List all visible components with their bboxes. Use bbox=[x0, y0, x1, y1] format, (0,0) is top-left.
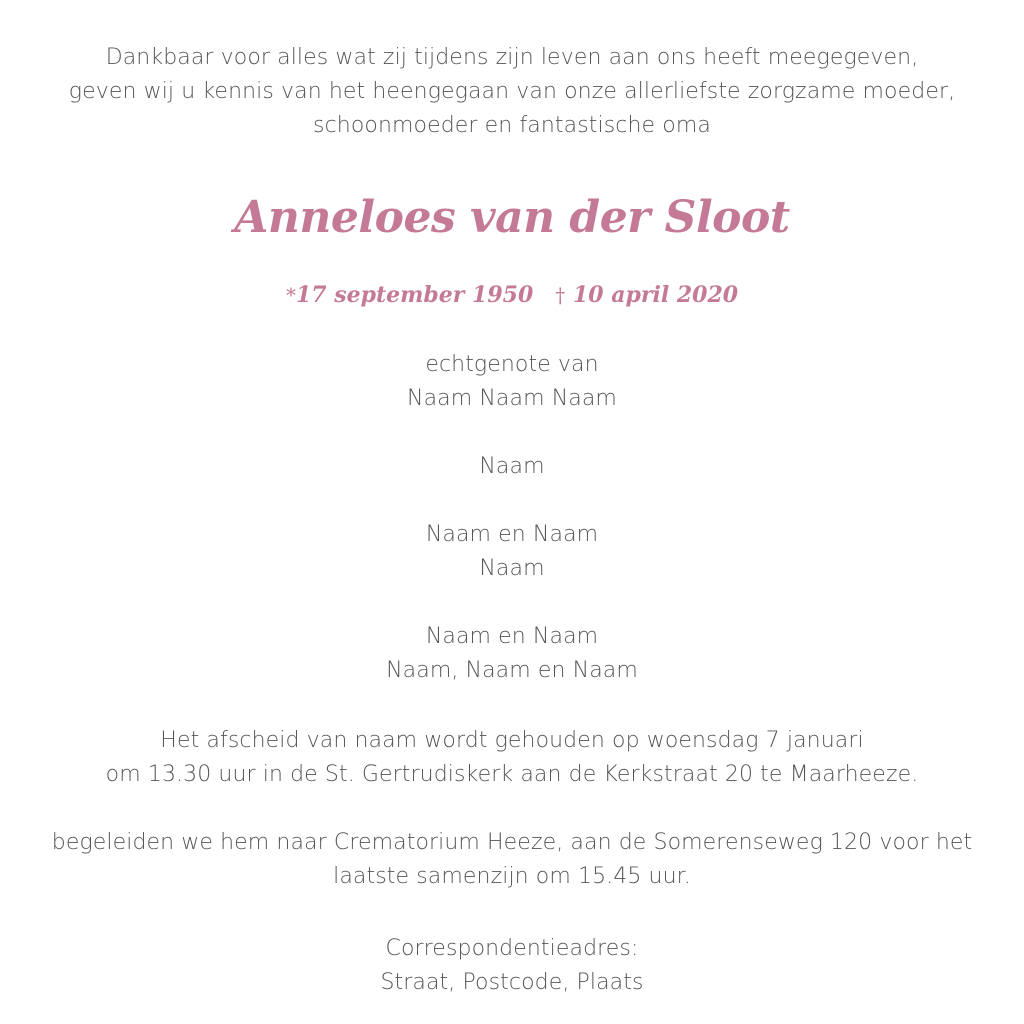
family-name-line: Naam en Naam bbox=[425, 522, 599, 547]
death-date: 10 april 2020 bbox=[572, 282, 739, 308]
cremation-line-1: begeleiden we hem naar Crematorium Heeze, aan de Somerenseweg 120 voor het bbox=[51, 830, 973, 855]
ceremony-line-2: om 13.30 uur in de St. Gertrudiskerk aan de Kerkstraat 20 te Maarheeze. bbox=[105, 762, 919, 787]
cremation-line-2: laatste samenzijn om 15.45 uur. bbox=[333, 864, 691, 889]
family-name-line: Naam, Naam en Naam bbox=[386, 658, 638, 683]
life-dates bbox=[0, 280, 1024, 310]
correspondence-label: Correspondentieadres: bbox=[385, 936, 639, 961]
birth-symbol: * bbox=[285, 283, 296, 307]
intro-line-1: Dankbaar voor alles wat zij tijdens zijn leven aan ons heeft meegegeven, bbox=[105, 45, 919, 70]
intro-line-3: schoonmoeder en fantastische oma bbox=[313, 113, 711, 138]
family-name-line: Naam bbox=[479, 454, 545, 479]
birth-date: 17 september 1950 bbox=[295, 282, 534, 308]
ceremony-line-1: Het afscheid van naam wordt gehouden op woensdag 7 januari bbox=[160, 728, 864, 753]
family-name-line: Naam bbox=[479, 556, 545, 581]
spouse-label: echtgenote van bbox=[425, 352, 599, 377]
spouse-name: Naam Naam Naam bbox=[407, 386, 617, 411]
family-name-line: Naam en Naam bbox=[425, 624, 599, 649]
deceased-name: Anneloes van der Sloot bbox=[234, 192, 790, 243]
intro-line-2: geven wij u kennis van het heengegaan van onze allerliefste zorgzame moeder, bbox=[68, 79, 956, 104]
correspondence-address: Straat, Postcode, Plaats bbox=[380, 970, 644, 995]
death-symbol: † bbox=[555, 283, 566, 307]
